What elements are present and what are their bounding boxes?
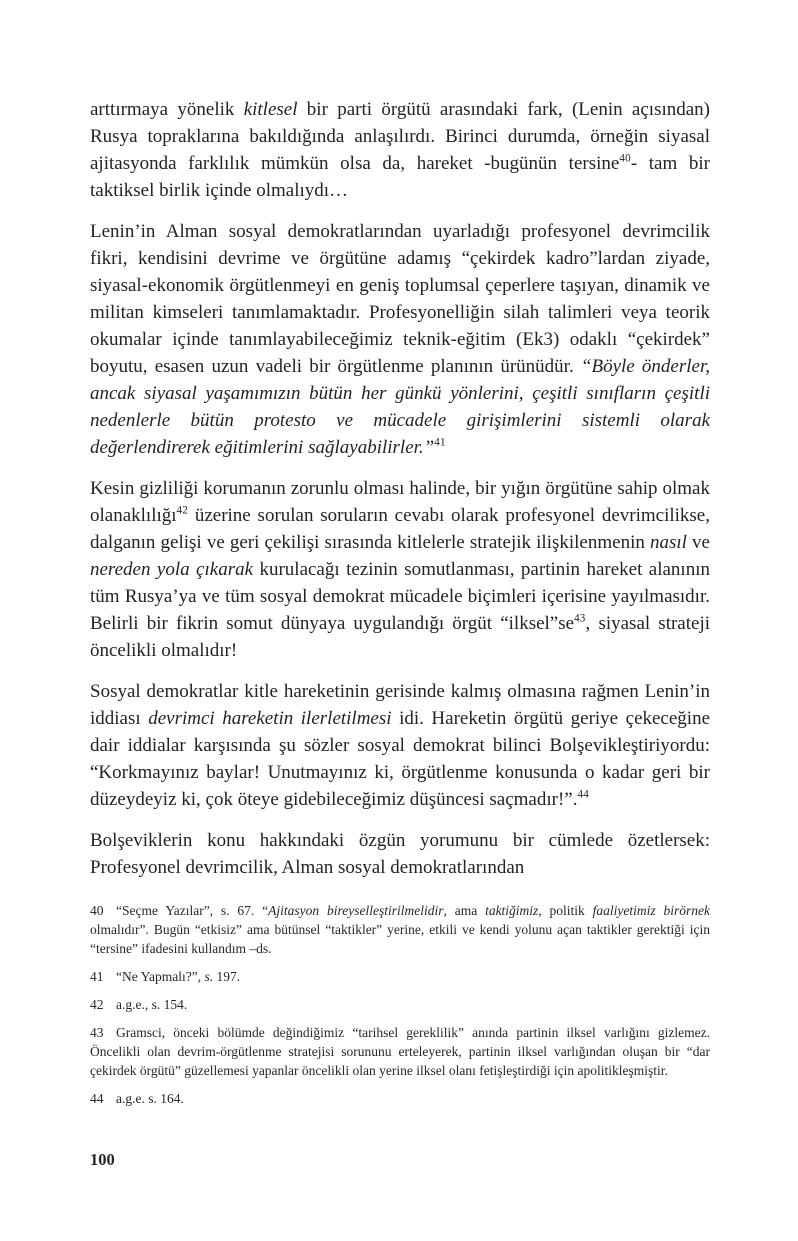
footnote-number: 44 [90,1091,104,1106]
footnote-number: 41 [90,969,104,984]
body-paragraph [90,475,710,664]
text-run: bir parti örgütü arasındaki fark, (Lenin açısından) Rusya topraklarına bakıldığında anlaşılırdı. Birinci durumda, örneğin siyasal ajitasyonda farklılık mümkün olsa da, hareket -bugünün tersine [90,99,711,174]
text-run: ve [686,532,710,553]
text-run: 197. [213,969,241,984]
footnote-number: 43 [90,1025,104,1040]
text-run: arttırmaya yönelik [90,99,244,120]
footnote [90,901,710,958]
text-run: Sosyal demokratlar kitle hareketinin gerisinde kalmış olmasına rağmen Lenin’in iddiası [90,681,710,729]
footnote-ref: 44 [577,788,589,801]
footnote [90,967,710,986]
text-run: Kesin gizliliği korumanın zorunlu olması halinde, bir yığın örgütüne sahip olmak olanaklılığı [90,478,710,526]
footnote-ref: 42 [176,504,189,517]
italic-text: Ajitasyon bireyselleştirilmelidir [268,903,444,918]
italic-text: devrimci hareketin ilerletilmesi [148,708,392,729]
text-run: “Seçme Yazılar”, s. 67. “ [116,903,269,918]
page-number: 100 [90,1150,115,1169]
text-run: üzerine sorulan soruların cevabı olarak profesyonel devrimcilikse, dalganın gelişi ve geri çekilişi sırasında kitlelerle stratejik ilişkilenmenin [90,505,710,553]
text-run: Gramsci, önceki bölümde değindiğimiz “tarihsel gereklilik” anında partinin ilksel varlığını gizlemez. Öncelikli olan devrim-örgütlenme stratejisi sorununu erteleyerek, partinin ilksel varlığından oluşan bir “dar çekirdek örgütü” güzellemesi yapanlar öncelikli olan yerine ilksel olanı fetişleştirdiği için apolitikleşmiştir. [90,1025,710,1078]
text-run: a.g.e. s. 164. [116,1091,184,1106]
body-paragraph [90,218,710,461]
italic-text: taktiğimiz [485,903,539,918]
footnote-ref: 41 [434,436,446,449]
text-run: Lenin’in Alman sosyal demokratlarından uyarladığı profesyonel devrimcilik fikri, kendisini devrime ve örgütüne adamış “çekirdek kadro”lardan ziyade, siyasal-ekonomik örgütlenmeyi en geniş toplumsal çeperlere taşıyan, dinamik ve militan kimseleri tanımlamaktadır. Profesyonelliğin silah talimleri veya teorik okumalar içinde tanımlayabileceğimiz teknik-eğitim (Ek3) odaklı “çekirdek” boyutu, esasen uzun vadeli bir örgütlenme planının ürünüdür. [90,221,710,377]
footnote [90,1089,710,1108]
text-run: idi. Hareketin örgütü geriye çekeceğine dair iddialar karşısında şu sözler sosyal demokrat bilinci Bolşevikleştiriyordu: “Korkmayınız baylar! Unutmayınız ki, örgütlenme konusunda o kadar geri bir düzeydeyiz ki, çok öteye gidebileceğimiz düşüncesi saçmadır!”. [90,708,711,810]
text-run: olmalıdır”. Bugün “etkisiz” ama bütünsel “taktikler” yerine, etkili ve kendi yolunu açan taktikler gerektiği için “tersine” ifadesini kullandım –ds. [90,922,710,956]
text-run: , siyasal strateji öncelikli olmalıdır! [90,613,710,661]
italic-text: nasıl [649,532,687,553]
footnote-ref: 40 [619,152,631,165]
italic-text: s. [204,969,214,984]
italic-text: “Böyle önderler, ancak siyasal yaşamımızın bütün her günkü yönlerini, çeşitli sınıfların çeşitli nedenlerle bütün protesto ve mücadele girişimlerini sistemli olarak değerlendirerek eğitimlerini sağlayabilirler.” [90,356,710,458]
body-paragraph [90,96,710,204]
footnotes-section [90,901,710,1108]
text-run: “Ne Yapmalı?”, [116,969,205,984]
italic-text: kitlesel [243,99,298,120]
footnote [90,995,710,1014]
footnote [90,1023,710,1080]
text-run: a.g.e., s. 154. [116,997,188,1012]
body-paragraph [90,678,710,813]
footnote-ref: 43 [574,612,586,625]
text-run: Bolşeviklerin konu hakkındaki özgün yorumunu bir cümlede özetlersek: Profesyonel devrimcilik, Alman sosyal demokratlarından [90,830,710,878]
italic-text: nereden yola çıkarak [90,559,254,580]
italic-text: faaliyetimiz birörnek [592,903,710,918]
footnote-number: 40 [90,903,104,918]
text-run: , ama [443,903,486,918]
text-run: kurulacağı tezinin somutlanması, partinin hareket alanının tüm Rusya’ya ve tüm sosyal demokrat mücadele biçimleri içerisine yayılmasıdır. Belirli bir fikrin somut dünyaya uygulandığı örgüt “ilksel”se [90,559,710,634]
footnote-number: 42 [90,997,104,1012]
text-run: - tam bir taktiksel birlik içinde olmalıydı… [90,153,710,201]
body-paragraph [90,827,710,881]
text-run: , politik [538,903,593,918]
body-text [90,96,710,881]
